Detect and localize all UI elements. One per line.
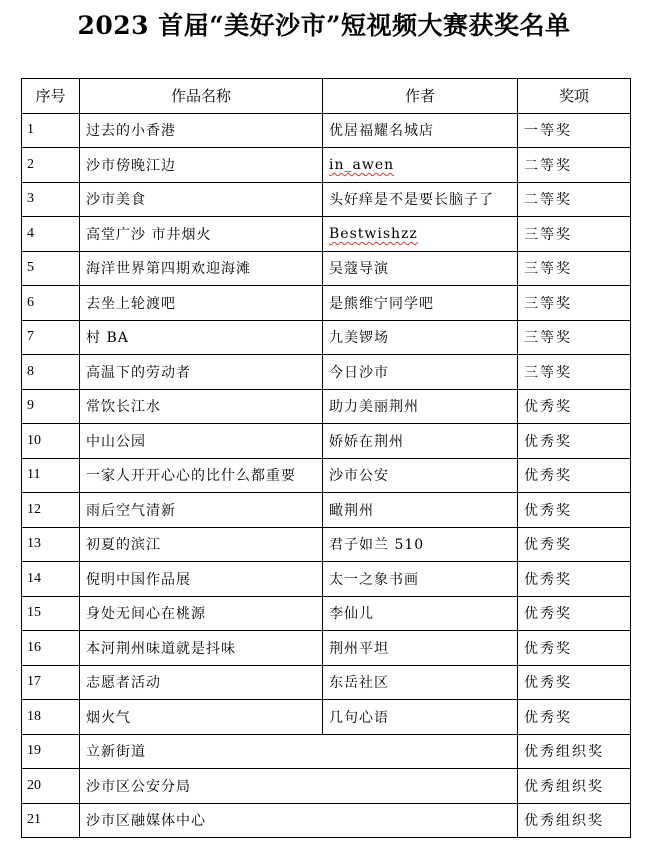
award-level: 优秀奖 (518, 665, 631, 700)
author-name: 九美锣场 (323, 320, 518, 355)
row-no: 11 (22, 458, 80, 493)
row-no: 5 (22, 251, 80, 286)
award-level: 优秀奖 (518, 493, 631, 528)
table-row (22, 458, 631, 493)
author-name: 今日沙市 (323, 355, 518, 390)
author-name: 助力美丽荆州 (323, 389, 518, 424)
table-row (22, 182, 631, 217)
org-name: 沙市区公安分局 (80, 769, 518, 804)
row-no: 13 (22, 527, 80, 562)
work-title: 中山公园 (80, 424, 323, 459)
award-level: 三等奖 (518, 217, 631, 252)
row-no: 16 (22, 631, 80, 666)
award-level: 二等奖 (518, 148, 631, 183)
award-level: 优秀奖 (518, 458, 631, 493)
author-name: 瞰荆州 (323, 493, 518, 528)
author-name: 太一之象书画 (323, 562, 518, 597)
author-name: 东岳社区 (323, 665, 518, 700)
author-name: 优居福耀名城店 (323, 113, 518, 148)
row-no: 15 (22, 596, 80, 631)
award-level: 三等奖 (518, 251, 631, 286)
row-no: 14 (22, 562, 80, 597)
work-title: 烟火气 (80, 700, 323, 735)
row-no: 20 (22, 769, 80, 804)
work-title: 沙市傍晚江边 (80, 148, 323, 183)
work-title: 高堂广沙 市井烟火 (80, 217, 323, 252)
author-name: 沙市公安 (323, 458, 518, 493)
row-no: 8 (22, 355, 80, 390)
org-row (22, 734, 631, 769)
author-name: 头好痒是不是要长脑子了 (323, 182, 518, 217)
table-row (22, 251, 631, 286)
org-row (22, 769, 631, 804)
row-no: 4 (22, 217, 80, 252)
row-no: 1 (22, 113, 80, 148)
award-level: 优秀奖 (518, 562, 631, 597)
award-level: 优秀奖 (518, 631, 631, 666)
header-no: 序号 (22, 79, 80, 114)
table-row (22, 424, 631, 459)
award-level: 优秀奖 (518, 527, 631, 562)
table-row (22, 665, 631, 700)
page-title: 2023 首届“美好沙市”短视频大赛获奖名单 (77, 11, 571, 40)
header-author: 作者 (323, 79, 518, 114)
row-no: 18 (22, 700, 80, 735)
table-row (22, 389, 631, 424)
table-row (22, 217, 631, 252)
work-title: 志愿者活动 (80, 665, 323, 700)
work-title: 高温下的劳动者 (80, 355, 323, 390)
row-no: 9 (22, 389, 80, 424)
work-title: 身处无间心在桃源 (80, 596, 323, 631)
award-table (21, 78, 631, 838)
award-level: 三等奖 (518, 320, 631, 355)
row-no: 6 (22, 286, 80, 321)
author-name: in_awen (329, 156, 395, 173)
row-no: 2 (22, 148, 80, 183)
row-no: 17 (22, 665, 80, 700)
work-title: 倪明中国作品展 (80, 562, 323, 597)
author-name: 君子如兰 510 (323, 527, 518, 562)
table-row (22, 527, 631, 562)
table-row (22, 631, 631, 666)
header-award: 奖项 (518, 79, 631, 114)
award-level: 一等奖 (518, 113, 631, 148)
award-level: 三等奖 (518, 286, 631, 321)
table-row (22, 113, 631, 148)
author-name: 是熊维宁同学吧 (323, 286, 518, 321)
org-name: 沙市区融媒体中心 (80, 803, 518, 838)
table-row (22, 700, 631, 735)
award-level: 优秀奖 (518, 596, 631, 631)
work-title: 过去的小香港 (80, 113, 323, 148)
org-name: 立新街道 (80, 734, 518, 769)
author-name: 李仙儿 (323, 596, 518, 631)
work-title: 沙市美食 (80, 182, 323, 217)
table-row (22, 286, 631, 321)
table-row (22, 493, 631, 528)
table-body (22, 113, 631, 838)
award-level: 二等奖 (518, 182, 631, 217)
award-level: 优秀组织奖 (518, 734, 631, 769)
table-row (22, 355, 631, 390)
award-level: 优秀组织奖 (518, 769, 631, 804)
org-row (22, 803, 631, 838)
author-name: 吴蔻导演 (323, 251, 518, 286)
table-header-row (22, 79, 631, 114)
row-no: 21 (22, 803, 80, 838)
row-no: 12 (22, 493, 80, 528)
work-title: 常饮长江水 (80, 389, 323, 424)
author-name: 荆州平坦 (323, 631, 518, 666)
award-level: 三等奖 (518, 355, 631, 390)
work-title: 本河荆州味道就是抖味 (80, 631, 323, 666)
table-row (22, 596, 631, 631)
author-name: Bestwishzz (329, 225, 418, 242)
table-row (22, 320, 631, 355)
work-title: 初夏的滨江 (80, 527, 323, 562)
table-row (22, 148, 631, 183)
work-title: 海洋世界第四期欢迎海滩 (80, 251, 323, 286)
header-work: 作品名称 (80, 79, 323, 114)
row-no: 3 (22, 182, 80, 217)
award-level: 优秀奖 (518, 389, 631, 424)
work-title: 一家人开开心心的比什么都重要 (80, 458, 323, 493)
award-level: 优秀奖 (518, 700, 631, 735)
table-row (22, 562, 631, 597)
row-no: 7 (22, 320, 80, 355)
work-title: 村 BA (80, 320, 323, 355)
row-no: 19 (22, 734, 80, 769)
author-name: 几句心语 (323, 700, 518, 735)
work-title: 去坐上轮渡吧 (80, 286, 323, 321)
award-level: 优秀奖 (518, 424, 631, 459)
author-name: 娇娇在荆州 (323, 424, 518, 459)
award-level: 优秀组织奖 (518, 803, 631, 838)
work-title: 雨后空气清新 (80, 493, 323, 528)
row-no: 10 (22, 424, 80, 459)
